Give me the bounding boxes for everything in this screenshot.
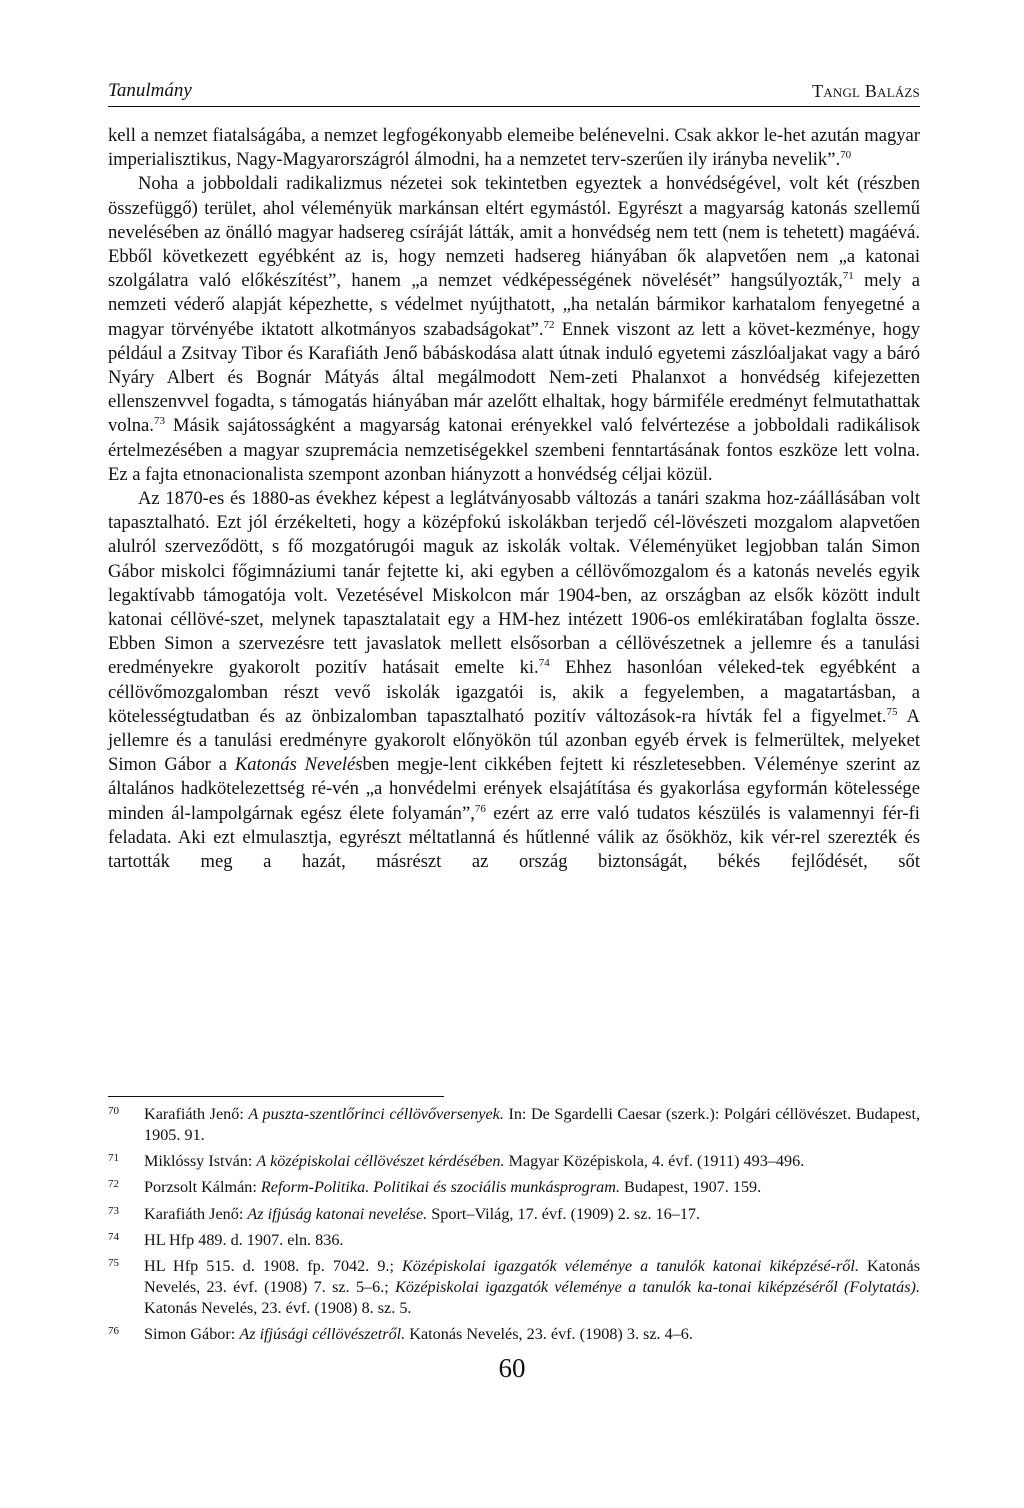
footnote-separator (108, 1096, 444, 1097)
footnote-number: 73 (108, 1204, 119, 1217)
text-run: mely a nemzeti véderő alapját képezhette, s védelmet nyújthatott, „ha netalán bármikor karhatalom fenyegetné a magyar törvényébe iktatott alkotmányos szabadságokat”. (108, 270, 921, 340)
footnote (108, 1151, 920, 1172)
footnote-ref: 75 (886, 705, 898, 718)
footnotes (108, 1104, 920, 1351)
footnote (108, 1104, 920, 1147)
text-run: Simon Gábor: (144, 1325, 240, 1344)
text-run: Ennek viszont az lett a követ-kezménye, hogy például a Zsitvay Tibor és Karafiáth Jenő bábáskodása alatt útnak induló egyetemi zászlóaljakat vagy a báró Nyáry Albert és Bognár Mátyás által megálmodott Nem-zeti Phalanxot a honvédség kifejezetten ellenszenvvel fogadta, s támogatás hiányában már azelőtt elhaltak, hogy bármiféle eredményt felmutathattak volna. (108, 318, 920, 437)
text-run: Másik sajátosságként a magyarság katonai erényekkel való felvértezése a jobboldali radikálisok értelmezésében a magyar szupremácia nemzetiségekkel szembeni fenntartásának fontos eszköze lett volna. Ez a fajta etnonacionalista szempont azonban hiányzott a honvédség céljai közül. (108, 415, 920, 485)
footnote-number: 74 (108, 1230, 119, 1243)
footnote-ref: 76 (474, 802, 486, 815)
italic-text: Katonás Nevelés (234, 754, 363, 776)
journal-section-title: Tanulmány (108, 80, 192, 101)
text-run: Katonás Nevelés, 23. évf. (1908) 3. sz. 4–6. (405, 1325, 693, 1344)
footnote (108, 1177, 920, 1198)
text-run: HL Hfp 489. d. 1907. eln. 836. (144, 1230, 344, 1249)
italic-text: Középiskolai igazgatók véleménye a tanulók ka-tonai kiképzéséről (Folytatás). (395, 1278, 920, 1297)
text-run: Budapest, 1907. 159. (620, 1178, 762, 1197)
text-run: Az 1870-es és 1880-as évekhez képest a leglátványosabb változás a tanári szakma hoz-záállásában volt tapasztalható. Ezt jól érzékelteti, hogy a középfokú iskolákban terjedő cél-lövészeti mozgalom alapvetően alulról szerveződött, s fő mozgatórugói maguk az iskolák voltak. Véleményüket legjobban talán Simon Gábor miskolci főgimnáziumi tanár fejtette ki, aki egyben a céllövőmozgalom és a katonás nevelés egyik legaktívabb támogatója volt. Vezetésével Miskolcon már 1904-ben, az országban az elsők között indult katonai céllövé-szet, melynek tapasztalatait egy a HM-hez intézett 1906-os emlékiratában foglalta össze. Ebben Simon a szervezésre tett javaslatok mellett elsősorban a céllövészetnek a jellemre és a tanulási eredményekre gyakorolt pozitív hatásait emelte ki. (108, 488, 920, 679)
footnote-ref: 71 (842, 270, 854, 283)
text-run: kell a nemzet fiatalságába, a nemzet legfogékonyabb elemeibe belénevelni. Csak akkor le-het azután magyar imperialisztikus, Nagy-Magyarországról álmodni, ha a nemzetet terv-szerűen ily irányba nevelik”. (108, 125, 920, 171)
footnote-ref: 74 (538, 657, 550, 670)
text-run: ezért az erre való tudatos készülés is valamennyi fér-fi feladata. Aki ezt elmulasztja, egyrészt méltatlanná és hűtlenné válik az ősökhöz, kik vér-rel szerezték és tartották meg a hazát, másrészt az ország biztonságát, békés fejlődését, sőt (108, 802, 920, 873)
text-run: Sport–Világ, 17. évf. (1909) 2. sz. 16–17. (427, 1204, 701, 1223)
text-run: HL Hfp 515. d. 1908. fp. 7042. 9.; (144, 1256, 402, 1275)
text-run: A jellemre és a tanulási eredményre gyakorolt előnyökön túl azonban egyéb érvek is felmerültek, melyeket Simon Gábor a (108, 705, 920, 776)
footnote-number: 75 (108, 1256, 119, 1269)
paragraph (108, 487, 920, 874)
text-run: Katonás Nevelés, 23. évf. (1908) 7. sz. 5–6.; (144, 1256, 920, 1297)
text-run: ben megje-lent cikkében fejtett ki részletesebben. Véleménye szerint az általános hadkötelezettség ré-vén „a honvédelmi erények elsajátítása és gyakorlása egyformán kötelessége minden ál-lampolgárnak egész élete folyamán”, (108, 754, 920, 824)
footnote (108, 1256, 920, 1320)
text-run: Noha a jobboldali radikalizmus nézetei sok tekintetben egyeztek a honvédségével, volt két (részben összefüggő) terület, ahol véleményük markánsan eltért egymástól. Egyrészt a magyarság katonás szellemű nevelésében az önálló magyar hadsereg csíráját látták, amit a honvédség nem tett (nem is tehetett) magáévá. Ebből következett egyébként az is, hogy nemzeti hadsereg hiányában ők alapvetően nem „a katonai szolgálatra való előkészítést”, hanem „a nemzet védképességének növelését” hangsúlyozták, (108, 173, 920, 292)
paragraph (108, 172, 920, 487)
footnote-number: 72 (108, 1178, 119, 1191)
paragraph (108, 124, 920, 172)
italic-text: A puszta-szentlőrinci céllövőversenyek. (248, 1105, 504, 1123)
footnote-ref: 73 (153, 415, 165, 428)
italic-text: A középiskolai céllövészet kérdésében. (256, 1152, 505, 1171)
footnote (108, 1230, 920, 1251)
footnote (108, 1324, 920, 1345)
footnote-ref: 72 (543, 318, 555, 331)
footnote-number: 70 (108, 1105, 119, 1117)
italic-text: Reform-Politika. Politikai és szociális munkásprogram. (260, 1178, 620, 1197)
text-run: Magyar Középiskola, 4. évf. (1911) 493–496. (504, 1152, 805, 1171)
text-run: Karafiáth Jenő: (144, 1204, 248, 1223)
footnote-number: 71 (108, 1152, 119, 1165)
running-header (108, 74, 920, 107)
text-run: Porzsolt Kálmán: (144, 1178, 261, 1197)
text-run: Miklóssy István: (144, 1152, 257, 1171)
italic-text: Az ifjúsági céllövészetről. (239, 1325, 406, 1344)
footnote (108, 1204, 920, 1225)
text-run: Ehhez hasonlóan véleked-tek egyébként a céllövőmozgalomban részt vevő iskolák igazgatói is, akik a fegyelemben, a magatartásban, a kötelességtudatban és az önbizalomban tapasztalható pozitív változások-ra hívták fel a figyelmet. (108, 657, 920, 727)
page-number: 60 (498, 1353, 526, 1383)
author-name: Tangl Balázs (812, 81, 920, 101)
text-run: In: De Sgardelli Caesar (szerk.): Polgári céllövészet. Budapest, 1905. 91. (144, 1105, 920, 1145)
footnote-ref: 70 (840, 149, 852, 162)
italic-text: Középiskolai igazgatók véleménye a tanulók katonai kiképzésé-ről. (402, 1256, 859, 1275)
text-run: Katonás Nevelés, 23. évf. (1908) 8. sz. 5. (144, 1299, 412, 1318)
italic-text: Az ifjúság katonai nevelése. (247, 1204, 428, 1223)
footnote-number: 76 (108, 1325, 119, 1338)
text-run: Karafiáth Jenő: (144, 1105, 249, 1123)
main-text (108, 124, 920, 874)
